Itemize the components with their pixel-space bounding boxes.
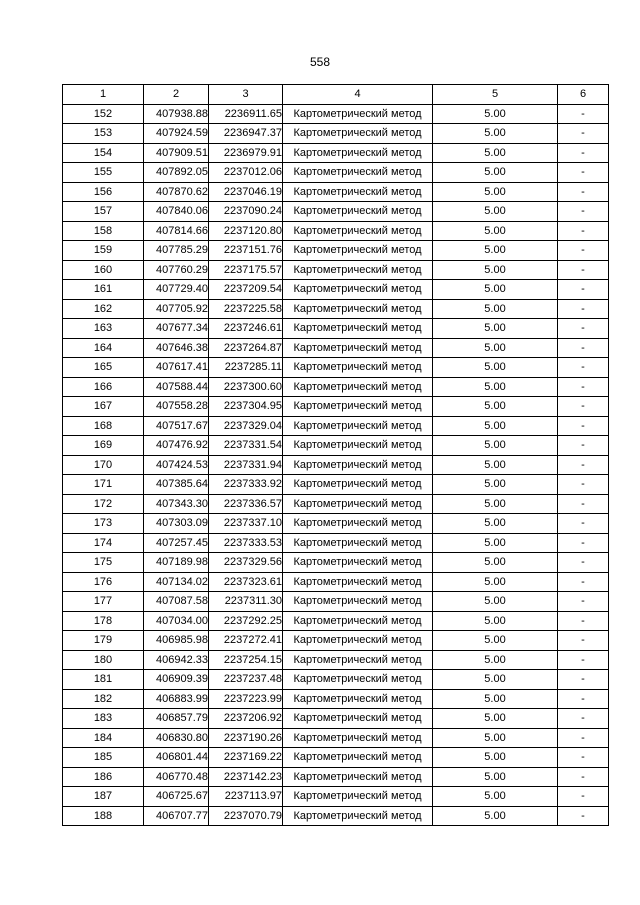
- note-cell: -: [558, 631, 609, 651]
- table-row: [63, 202, 609, 222]
- note-cell: -: [558, 436, 609, 456]
- point-number-cell: 176: [63, 572, 144, 592]
- table-row: [63, 163, 609, 183]
- table-row: [63, 436, 609, 456]
- point-number-cell: 162: [63, 299, 144, 319]
- accuracy-cell: 5.00: [433, 416, 558, 436]
- accuracy-cell: 5.00: [433, 533, 558, 553]
- x-coordinate-cell: 406857.79: [144, 709, 209, 729]
- x-coordinate-cell: 406942.33: [144, 650, 209, 670]
- x-coordinate-cell: 407476.92: [144, 436, 209, 456]
- y-coordinate-cell: 2236911.65: [209, 104, 283, 124]
- y-coordinate-cell: 2237090.24: [209, 202, 283, 222]
- x-coordinate-cell: 407517.67: [144, 416, 209, 436]
- point-number-cell: 180: [63, 650, 144, 670]
- table-row: [63, 124, 609, 144]
- point-number-cell: 152: [63, 104, 144, 124]
- point-number-cell: 175: [63, 553, 144, 573]
- table-row: [63, 260, 609, 280]
- column-header-5: 5: [433, 85, 558, 105]
- accuracy-cell: 5.00: [433, 397, 558, 417]
- accuracy-cell: 5.00: [433, 299, 558, 319]
- note-cell: -: [558, 611, 609, 631]
- accuracy-cell: 5.00: [433, 358, 558, 378]
- note-cell: -: [558, 104, 609, 124]
- table-row: [63, 631, 609, 651]
- note-cell: -: [558, 650, 609, 670]
- method-cell: Картометрический метод: [283, 806, 433, 826]
- x-coordinate-cell: 407189.98: [144, 553, 209, 573]
- table-row: [63, 806, 609, 826]
- x-coordinate-cell: 407257.45: [144, 533, 209, 553]
- table-row: [63, 299, 609, 319]
- method-cell: Картометрический метод: [283, 202, 433, 222]
- point-number-cell: 185: [63, 748, 144, 768]
- method-cell: Картометрический метод: [283, 650, 433, 670]
- y-coordinate-cell: 2237142.23: [209, 767, 283, 787]
- y-coordinate-cell: 2237304.95: [209, 397, 283, 417]
- point-number-cell: 167: [63, 397, 144, 417]
- method-cell: Картометрический метод: [283, 553, 433, 573]
- accuracy-cell: 5.00: [433, 280, 558, 300]
- note-cell: -: [558, 748, 609, 768]
- accuracy-cell: 5.00: [433, 338, 558, 358]
- method-cell: Картометрический метод: [283, 221, 433, 241]
- method-cell: Картометрический метод: [283, 494, 433, 514]
- accuracy-cell: 5.00: [433, 787, 558, 807]
- table-row: [63, 670, 609, 690]
- table-row: [63, 767, 609, 787]
- column-header-6: 6: [558, 85, 609, 105]
- method-cell: Картометрический метод: [283, 280, 433, 300]
- point-number-cell: 188: [63, 806, 144, 826]
- method-cell: Картометрический метод: [283, 163, 433, 183]
- note-cell: -: [558, 182, 609, 202]
- method-cell: Картометрический метод: [283, 143, 433, 163]
- y-coordinate-cell: 2237113.97: [209, 787, 283, 807]
- point-number-cell: 182: [63, 689, 144, 709]
- x-coordinate-cell: 406830.80: [144, 728, 209, 748]
- table-row: [63, 221, 609, 241]
- y-coordinate-cell: 2237329.04: [209, 416, 283, 436]
- method-cell: Картометрический метод: [283, 533, 433, 553]
- accuracy-cell: 5.00: [433, 670, 558, 690]
- y-coordinate-cell: 2237264.87: [209, 338, 283, 358]
- x-coordinate-cell: 406801.44: [144, 748, 209, 768]
- accuracy-cell: 5.00: [433, 631, 558, 651]
- accuracy-cell: 5.00: [433, 728, 558, 748]
- y-coordinate-cell: 2237331.54: [209, 436, 283, 456]
- y-coordinate-cell: 2237012.06: [209, 163, 283, 183]
- x-coordinate-cell: 407840.06: [144, 202, 209, 222]
- note-cell: -: [558, 475, 609, 495]
- note-cell: -: [558, 689, 609, 709]
- method-cell: Картометрический метод: [283, 338, 433, 358]
- note-cell: -: [558, 806, 609, 826]
- x-coordinate-cell: 407760.29: [144, 260, 209, 280]
- x-coordinate-cell: 407343.30: [144, 494, 209, 514]
- method-cell: Картометрический метод: [283, 514, 433, 534]
- table-row: [63, 650, 609, 670]
- x-coordinate-cell: 407617.41: [144, 358, 209, 378]
- y-coordinate-cell: 2237175.57: [209, 260, 283, 280]
- note-cell: -: [558, 163, 609, 183]
- accuracy-cell: 5.00: [433, 436, 558, 456]
- note-cell: -: [558, 124, 609, 144]
- method-cell: Картометрический метод: [283, 709, 433, 729]
- x-coordinate-cell: 407385.64: [144, 475, 209, 495]
- x-coordinate-cell: 407814.66: [144, 221, 209, 241]
- x-coordinate-cell: 407729.40: [144, 280, 209, 300]
- point-number-cell: 169: [63, 436, 144, 456]
- accuracy-cell: 5.00: [433, 241, 558, 261]
- point-number-cell: 187: [63, 787, 144, 807]
- x-coordinate-cell: 407892.05: [144, 163, 209, 183]
- note-cell: -: [558, 377, 609, 397]
- note-cell: -: [558, 221, 609, 241]
- table-row: [63, 475, 609, 495]
- y-coordinate-cell: 2237209.54: [209, 280, 283, 300]
- accuracy-cell: 5.00: [433, 553, 558, 573]
- table-row: [63, 280, 609, 300]
- y-coordinate-cell: 2237323.61: [209, 572, 283, 592]
- y-coordinate-cell: 2237331.94: [209, 455, 283, 475]
- y-coordinate-cell: 2237300.60: [209, 377, 283, 397]
- note-cell: -: [558, 241, 609, 261]
- table-row: [63, 358, 609, 378]
- note-cell: -: [558, 767, 609, 787]
- note-cell: -: [558, 455, 609, 475]
- method-cell: Картометрический метод: [283, 748, 433, 768]
- table-header-row: [63, 85, 609, 105]
- x-coordinate-cell: 407677.34: [144, 319, 209, 339]
- table-row: [63, 416, 609, 436]
- y-coordinate-cell: 2237254.15: [209, 650, 283, 670]
- accuracy-cell: 5.00: [433, 124, 558, 144]
- method-cell: Картометрический метод: [283, 124, 433, 144]
- method-cell: Картометрический метод: [283, 260, 433, 280]
- point-number-cell: 170: [63, 455, 144, 475]
- y-coordinate-cell: 2237120.80: [209, 221, 283, 241]
- x-coordinate-cell: 406770.48: [144, 767, 209, 787]
- x-coordinate-cell: 407558.28: [144, 397, 209, 417]
- accuracy-cell: 5.00: [433, 182, 558, 202]
- x-coordinate-cell: 407303.09: [144, 514, 209, 534]
- accuracy-cell: 5.00: [433, 475, 558, 495]
- y-coordinate-cell: 2237311.30: [209, 592, 283, 612]
- table-row: [63, 689, 609, 709]
- table-row: [63, 572, 609, 592]
- point-number-cell: 158: [63, 221, 144, 241]
- method-cell: Картометрический метод: [283, 358, 433, 378]
- point-number-cell: 164: [63, 338, 144, 358]
- accuracy-cell: 5.00: [433, 260, 558, 280]
- accuracy-cell: 5.00: [433, 592, 558, 612]
- table-row: [63, 455, 609, 475]
- point-number-cell: 163: [63, 319, 144, 339]
- point-number-cell: 154: [63, 143, 144, 163]
- accuracy-cell: 5.00: [433, 143, 558, 163]
- point-number-cell: 168: [63, 416, 144, 436]
- y-coordinate-cell: 2237272.41: [209, 631, 283, 651]
- table-row: [63, 319, 609, 339]
- y-coordinate-cell: 2237336.57: [209, 494, 283, 514]
- table-row: [63, 377, 609, 397]
- table-row: [63, 787, 609, 807]
- x-coordinate-cell: 407134.02: [144, 572, 209, 592]
- table-row: [63, 611, 609, 631]
- table-row: [63, 143, 609, 163]
- y-coordinate-cell: 2237225.58: [209, 299, 283, 319]
- x-coordinate-cell: 407424.53: [144, 455, 209, 475]
- point-number-cell: 183: [63, 709, 144, 729]
- method-cell: Картометрический метод: [283, 241, 433, 261]
- note-cell: -: [558, 670, 609, 690]
- y-coordinate-cell: 2237151.76: [209, 241, 283, 261]
- x-coordinate-cell: 407785.29: [144, 241, 209, 261]
- method-cell: Картометрический метод: [283, 767, 433, 787]
- method-cell: Картометрический метод: [283, 689, 433, 709]
- method-cell: Картометрический метод: [283, 436, 433, 456]
- point-number-cell: 166: [63, 377, 144, 397]
- table-row: [63, 241, 609, 261]
- method-cell: Картометрический метод: [283, 592, 433, 612]
- x-coordinate-cell: 407909.51: [144, 143, 209, 163]
- point-number-cell: 155: [63, 163, 144, 183]
- note-cell: -: [558, 260, 609, 280]
- table-row: [63, 182, 609, 202]
- table-row: [63, 709, 609, 729]
- point-number-cell: 178: [63, 611, 144, 631]
- note-cell: -: [558, 299, 609, 319]
- method-cell: Картометрический метод: [283, 611, 433, 631]
- column-header-4: 4: [283, 85, 433, 105]
- x-coordinate-cell: 407938.88: [144, 104, 209, 124]
- y-coordinate-cell: 2237337.10: [209, 514, 283, 534]
- point-number-cell: 177: [63, 592, 144, 612]
- method-cell: Картометрический метод: [283, 182, 433, 202]
- x-coordinate-cell: 407087.58: [144, 592, 209, 612]
- method-cell: Картометрический метод: [283, 299, 433, 319]
- y-coordinate-cell: 2237169.22: [209, 748, 283, 768]
- note-cell: -: [558, 514, 609, 534]
- method-cell: Картометрический метод: [283, 319, 433, 339]
- method-cell: Картометрический метод: [283, 416, 433, 436]
- accuracy-cell: 5.00: [433, 494, 558, 514]
- method-cell: Картометрический метод: [283, 475, 433, 495]
- x-coordinate-cell: 407870.62: [144, 182, 209, 202]
- method-cell: Картометрический метод: [283, 787, 433, 807]
- point-number-cell: 179: [63, 631, 144, 651]
- accuracy-cell: 5.00: [433, 319, 558, 339]
- table-row: [63, 338, 609, 358]
- y-coordinate-cell: 2237206.92: [209, 709, 283, 729]
- method-cell: Картометрический метод: [283, 104, 433, 124]
- note-cell: -: [558, 709, 609, 729]
- page-number: 558: [309, 55, 331, 69]
- accuracy-cell: 5.00: [433, 163, 558, 183]
- column-header-2: 2: [144, 85, 209, 105]
- accuracy-cell: 5.00: [433, 572, 558, 592]
- x-coordinate-cell: 407588.44: [144, 377, 209, 397]
- method-cell: Картометрический метод: [283, 455, 433, 475]
- table-row: [63, 104, 609, 124]
- table-row: [63, 728, 609, 748]
- accuracy-cell: 5.00: [433, 514, 558, 534]
- note-cell: -: [558, 728, 609, 748]
- table-row: [63, 533, 609, 553]
- accuracy-cell: 5.00: [433, 650, 558, 670]
- x-coordinate-cell: 407034.00: [144, 611, 209, 631]
- note-cell: -: [558, 280, 609, 300]
- x-coordinate-cell: 407924.59: [144, 124, 209, 144]
- x-coordinate-cell: 406725.67: [144, 787, 209, 807]
- coordinates-table: [62, 84, 609, 826]
- note-cell: -: [558, 358, 609, 378]
- accuracy-cell: 5.00: [433, 748, 558, 768]
- point-number-cell: 173: [63, 514, 144, 534]
- y-coordinate-cell: 2237223.99: [209, 689, 283, 709]
- accuracy-cell: 5.00: [433, 806, 558, 826]
- x-coordinate-cell: 406985.98: [144, 631, 209, 651]
- point-number-cell: 165: [63, 358, 144, 378]
- note-cell: -: [558, 494, 609, 514]
- point-number-cell: 153: [63, 124, 144, 144]
- y-coordinate-cell: 2237046.19: [209, 182, 283, 202]
- accuracy-cell: 5.00: [433, 709, 558, 729]
- accuracy-cell: 5.00: [433, 689, 558, 709]
- y-coordinate-cell: 2237285.11: [209, 358, 283, 378]
- note-cell: -: [558, 319, 609, 339]
- point-number-cell: 181: [63, 670, 144, 690]
- point-number-cell: 184: [63, 728, 144, 748]
- accuracy-cell: 5.00: [433, 455, 558, 475]
- point-number-cell: 156: [63, 182, 144, 202]
- point-number-cell: 160: [63, 260, 144, 280]
- accuracy-cell: 5.00: [433, 202, 558, 222]
- column-header-3: 3: [209, 85, 283, 105]
- table-row: [63, 592, 609, 612]
- table-row: [63, 494, 609, 514]
- y-coordinate-cell: 2237333.92: [209, 475, 283, 495]
- table-row: [63, 397, 609, 417]
- point-number-cell: 157: [63, 202, 144, 222]
- method-cell: Картометрический метод: [283, 631, 433, 651]
- x-coordinate-cell: 406883.99: [144, 689, 209, 709]
- accuracy-cell: 5.00: [433, 611, 558, 631]
- y-coordinate-cell: 2237237.48: [209, 670, 283, 690]
- y-coordinate-cell: 2236947.37: [209, 124, 283, 144]
- x-coordinate-cell: 407646.38: [144, 338, 209, 358]
- table-row: [63, 748, 609, 768]
- point-number-cell: 174: [63, 533, 144, 553]
- x-coordinate-cell: 407705.92: [144, 299, 209, 319]
- point-number-cell: 186: [63, 767, 144, 787]
- method-cell: Картометрический метод: [283, 728, 433, 748]
- column-header-1: 1: [63, 85, 144, 105]
- table-row: [63, 553, 609, 573]
- y-coordinate-cell: 2236979.91: [209, 143, 283, 163]
- y-coordinate-cell: 2237292.25: [209, 611, 283, 631]
- accuracy-cell: 5.00: [433, 767, 558, 787]
- note-cell: -: [558, 202, 609, 222]
- method-cell: Картометрический метод: [283, 670, 433, 690]
- accuracy-cell: 5.00: [433, 104, 558, 124]
- y-coordinate-cell: 2237329.56: [209, 553, 283, 573]
- note-cell: -: [558, 143, 609, 163]
- table-row: [63, 514, 609, 534]
- point-number-cell: 159: [63, 241, 144, 261]
- point-number-cell: 172: [63, 494, 144, 514]
- note-cell: -: [558, 338, 609, 358]
- method-cell: Картометрический метод: [283, 572, 433, 592]
- note-cell: -: [558, 416, 609, 436]
- method-cell: Картометрический метод: [283, 397, 433, 417]
- note-cell: -: [558, 553, 609, 573]
- method-cell: Картометрический метод: [283, 377, 433, 397]
- y-coordinate-cell: 2237246.61: [209, 319, 283, 339]
- point-number-cell: 161: [63, 280, 144, 300]
- y-coordinate-cell: 2237190.26: [209, 728, 283, 748]
- accuracy-cell: 5.00: [433, 377, 558, 397]
- y-coordinate-cell: 2237070.79: [209, 806, 283, 826]
- y-coordinate-cell: 2237333.53: [209, 533, 283, 553]
- note-cell: -: [558, 572, 609, 592]
- table-body: [63, 104, 609, 826]
- x-coordinate-cell: 406707.77: [144, 806, 209, 826]
- accuracy-cell: 5.00: [433, 221, 558, 241]
- note-cell: -: [558, 592, 609, 612]
- point-number-cell: 171: [63, 475, 144, 495]
- x-coordinate-cell: 406909.39: [144, 670, 209, 690]
- note-cell: -: [558, 787, 609, 807]
- note-cell: -: [558, 533, 609, 553]
- note-cell: -: [558, 397, 609, 417]
